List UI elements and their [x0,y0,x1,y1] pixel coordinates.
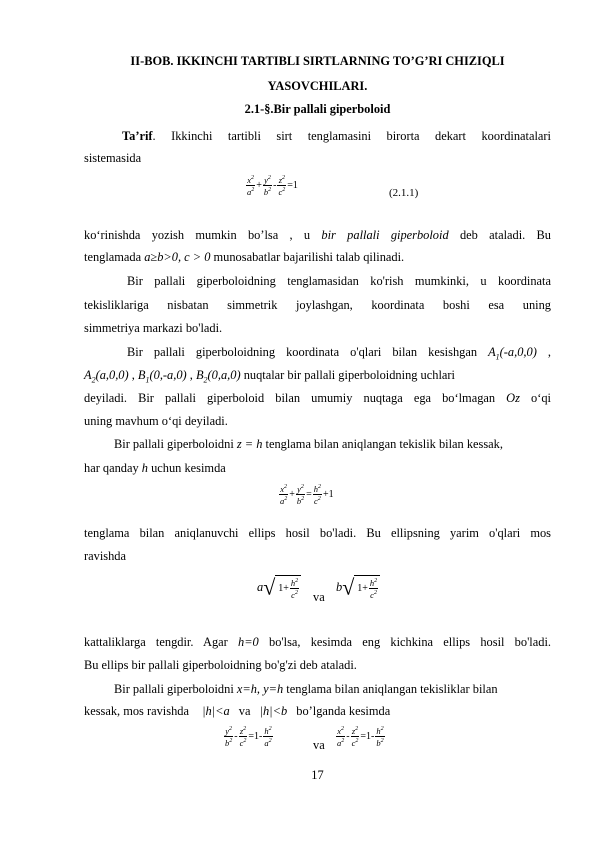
section-z-line-1: Bir pallali giperboloidni z = h tenglama bilan aniqlangan tekislik bilan kessak, [114,437,503,451]
section-title: 2.1-§.Bir pallali giperboloid [244,102,391,116]
definition-label: Ta’rif [122,129,153,143]
equation-ellipse-z: $\frac{x^2}{a^2}$ + $\frac{y^2}{b^2}$ = $\frac{h^2}{c^2}$ +1 [280,483,334,506]
equation-hyperbola-x: $\frac{y^2}{b^2}$ - $\frac{z^2}{c^2}$ =1- $\frac{h^2}{a^2}$ [225,725,272,748]
equation-2-1-1: $\frac{x^2}{a^2}$ + $\frac{y^2}{b^2}$ - $\frac{z^2}{c^2}$ =1 [247,174,298,197]
va-word-2: va [313,738,325,752]
section-z-line-6: Bu ellips bir pallali giperboloidning bo'g'zi deb ataladi. [84,658,357,672]
semi-axis-b: b√ 1+ $\frac{h^2}{c^2}$ [336,575,380,600]
vertices-line-2: $A_2(a,0,0)$ , $B_1(0,-a,0)$ , $B_2(0,a,0)$ nuqtalar bir pallali giperboloidning uchlari [84,368,455,385]
vertices-line-1: Bir pallali giperboloidning koordinata o'qlari bilan kesishgan $A_1(-a,0,0)$ , [127,345,551,362]
definition-line-3: ko‘rinishda yozish mumkin bo’lsa , u bir pallali giperboloid deb ataladi. Bu [84,228,552,242]
vertices-line-3: deyiladi. Bir pallali giperboloid bilan umumiy nuqtaga ega bo‘lmagan Oz o‘qi [84,391,551,405]
condition-h-lt-b: |h|<b [259,704,288,718]
section-xy-line-2: kessak, mos ravishda |h|<a va |h|<b bo’lganda kesimda [84,704,391,718]
section-xy-line-1: Bir pallali giperboloidni x=h, y=h tenglama bilan aniqlangan tekisliklar bilan [114,682,498,696]
section-z-line-3: tenglama bilan aniqlanuvchi ellips hosil bo'ladi. Bu ellipsning yarim o'qlari mos [84,526,551,540]
definition-line-4: tenglamada a≥b>0, c > 0 munosabatlar bajarilishi talab qilinadi. [84,250,405,264]
equation-hyperbola-y: $\frac{x^2}{a^2}$ - $\frac{z^2}{c^2}$ =1- $\frac{h^2}{b^2}$ [337,725,384,748]
section-z-line-4: ravishda [84,549,126,563]
symmetry-line-3: simmetriya markazi bo'ladi. [84,321,223,335]
chapter-title-line-1: II-BOB. IKKINCHI TARTIBLI SIRTLARNING TO’G’RI CHIZIQLI [130,54,505,68]
equation-number: (2.1.1) [389,187,419,199]
chapter-title-line-2: YASOVCHILARI. [267,79,368,93]
page-number: 17 [311,768,324,782]
condition-h-lt-a: |h|<a [202,704,230,718]
semi-axis-a: a√ 1+ $\frac{h^2}{c^2}$ [257,575,301,600]
section-z-line-2: har qanday h uchun kesimda [84,461,226,475]
section-z-line-5: kattaliklarga tengdir. Agar h=0 bo'lsa, kesimda eng kichkina ellips hosil bo'ladi. [84,635,551,649]
symmetry-line-2: tekisliklariga nisbatan simmetrik joylashgan, koordinata boshi esa uning [84,298,551,312]
vertices-line-4: uning mavhum o‘qi deyiladi. [84,414,228,428]
definition-line-1: Ta’rif. Ikkinchi tartibli sirt tenglamasini birorta dekart koordinatalari [122,129,551,143]
symmetry-line-1: Bir pallali giperboloidning tenglamasidan ko'rish mumkinki, u koordinata [127,274,551,288]
definition-line-2: sistemasida [84,151,142,165]
va-word-1: va [313,590,325,604]
